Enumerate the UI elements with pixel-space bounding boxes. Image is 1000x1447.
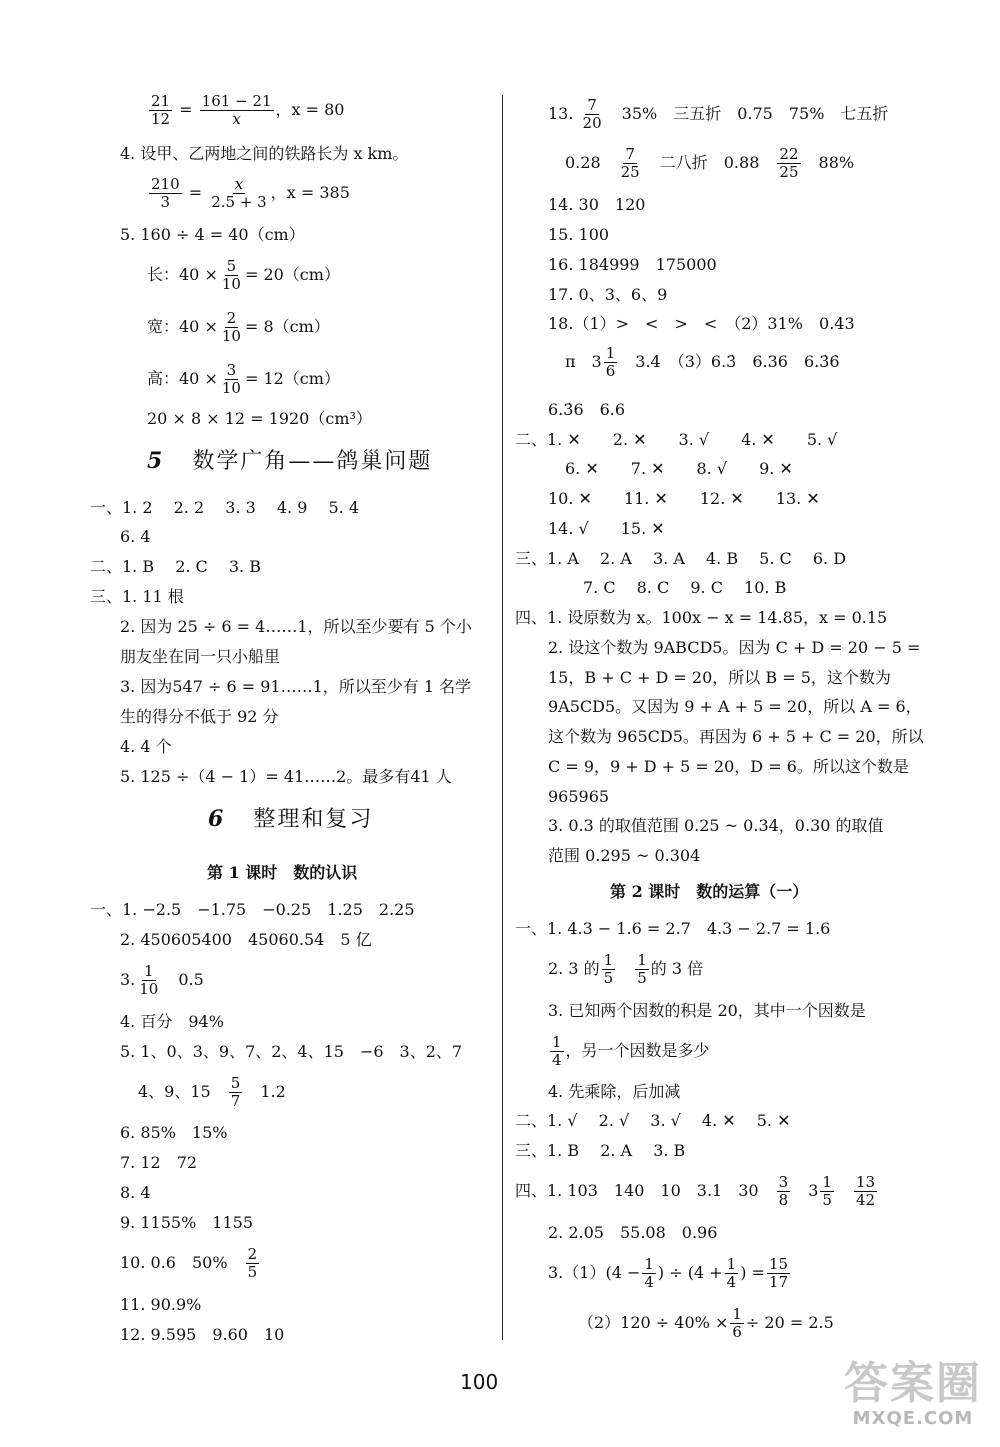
answer-line: （2）120 ÷ 40% × $\frac{1}{6}$ ÷ 20 = 2.5 bbox=[578, 1305, 834, 1341]
answer-line: 4、9、15 $\frac{5}{7}$ 1.2 bbox=[138, 1074, 286, 1110]
answer-line: 15. 100 bbox=[548, 225, 610, 244]
answer-line: 4. 先乘除，后加减 bbox=[548, 1082, 681, 1101]
answer-line: 5. 160 ÷ 4 = 40（cm） bbox=[120, 225, 305, 244]
answer-line: C = 9，9 + D + 5 = 20，D = 6。所以这个数是 bbox=[548, 757, 909, 776]
fraction: $\frac{13}{42}$ bbox=[855, 1173, 876, 1209]
fraction: $\frac{2}{5}$ bbox=[247, 1245, 258, 1281]
answer-line: 二、1. ✕ 2. ✕ 3. √ 4. ✕ 5. √ bbox=[515, 430, 838, 449]
answer-line: 3. 已知两个因数的积是 20，其中一个因数是 bbox=[548, 1001, 866, 1020]
eq-ratio-2: $\frac{210}{3}$ = $\frac{x}{2.5 + 3}$ ，x = 385 bbox=[151, 175, 350, 211]
answer-line: 四、1. 设原数为 x。100x − x = 14.85，x = 0.15 bbox=[515, 608, 888, 627]
answer-line: 朋友坐在同一只小船里 bbox=[120, 647, 281, 666]
answer-line: 8. 4 bbox=[120, 1183, 151, 1202]
fraction: $\frac{1}{4}$ bbox=[726, 1255, 737, 1291]
fraction: $\frac{1}{4}$ bbox=[552, 1033, 562, 1069]
answer-line: 9. 1155% 1155 bbox=[120, 1213, 253, 1232]
answer-line: 一、1. 4.3 − 1.6 = 2.7 4.3 − 2.7 = 1.6 bbox=[515, 919, 831, 938]
watermark-logo: 答案圈 MXQE.COM bbox=[844, 1358, 982, 1429]
answer-line: 这个数为 965CD5。再因为 6 + 5 + C = 20，所以 bbox=[548, 727, 924, 746]
fraction: $\frac{2}{10}$ bbox=[221, 309, 241, 345]
section-title-6: 6 整理和复习 bbox=[208, 806, 374, 832]
answer-line: 三、1. B 2. A 3. B bbox=[515, 1141, 686, 1160]
answer-line: 10. 0.6 50% $\frac{2}{5}$ bbox=[120, 1245, 258, 1281]
fraction: $\frac{161 - 21}{x}$ bbox=[201, 92, 272, 128]
answer-line: 6. ✕ 7. ✕ 8. √ 9. ✕ bbox=[565, 459, 793, 478]
answer-line: 4. 4 个 bbox=[120, 737, 172, 756]
answer-line: 20 × 8 × 12 = 1920（cm³） bbox=[147, 409, 372, 428]
lesson-title: 第 2 课时 数的运算（一） bbox=[610, 882, 809, 901]
eq-ratio-1: $\frac{21}{12}$ = $\frac{161 - 21}{x}$ ，x = 80 bbox=[151, 92, 345, 128]
answer-line: 长：40 × $\frac{5}{10}$ = 20（cm） bbox=[147, 257, 340, 293]
answer-line: 范围 0.295 ~ 0.304 bbox=[548, 846, 701, 865]
answer-line: 一、1. 2 2. 2 3. 3 4. 9 5. 4 bbox=[90, 498, 360, 517]
answer-line: 17. 0、3、6、9 bbox=[548, 285, 668, 304]
fraction: $\frac{5}{10}$ bbox=[221, 257, 241, 293]
answer-line: 一、1. −2.5 −1.75 −0.25 1.25 2.25 bbox=[90, 900, 415, 919]
page-number: 100 bbox=[460, 1370, 499, 1394]
fraction: $\frac{1}{10}$ bbox=[139, 962, 159, 998]
answer-line: 13. $\frac{7}{20}$ 35% 三五折 0.75 75% 七五折 bbox=[548, 96, 889, 132]
fraction: $\frac{3}{10}$ bbox=[221, 361, 241, 397]
fraction: $\frac{7}{20}$ bbox=[582, 96, 602, 132]
answer-line: 3.（1）(4 − $\frac{1}{4}$ ) ÷ (4 + $\frac{1}{4}$ ) = $\frac{15}{17}$ bbox=[548, 1255, 789, 1291]
answer-line: 5. 125 ÷（4 − 1）= 41……2。最多有41 人 bbox=[120, 767, 452, 786]
answer-line: 宽：40 × $\frac{2}{10}$ = 8（cm） bbox=[147, 309, 330, 345]
answer-line: 965965 bbox=[548, 787, 610, 806]
fraction: $\frac{210}{3}$ bbox=[151, 175, 180, 211]
column-divider bbox=[502, 95, 503, 1340]
answer-line: 2. 设这个数为 9ABCD5。因为 C + D = 20 − 5 = bbox=[548, 638, 921, 657]
answer-line: 6.3̇6 6.6 bbox=[548, 400, 626, 419]
fraction: $\frac{x}{2.5 + 3}$ bbox=[211, 175, 267, 211]
answer-line: 三、1. A 2. A 3. A 4. B 5. C 6. D bbox=[515, 549, 847, 568]
fraction: $\frac{5}{7}$ bbox=[230, 1074, 241, 1110]
answer-line: 7. 12 72 bbox=[120, 1153, 198, 1172]
answer-line: 15，B + C + D = 20，所以 B = 5，这个数为 bbox=[548, 668, 891, 687]
fraction: $\frac{22}{25}$ bbox=[779, 145, 799, 181]
answer-line: 2. 因为 25 ÷ 6 = 4……1，所以至少要有 5 个小 bbox=[120, 617, 472, 636]
answer-line: 12. 9.595 9.60 10 bbox=[120, 1325, 285, 1344]
answer-line: 二、1. B 2. C 3. B bbox=[90, 557, 261, 576]
fraction: $\frac{1}{5}$ bbox=[637, 951, 647, 987]
answer-line: 3. 因为547 ÷ 6 = 91……1，所以至少有 1 名学 bbox=[120, 677, 472, 696]
fraction: $\frac{1}{5}$ bbox=[603, 951, 614, 987]
fraction: $\frac{15}{17}$ bbox=[768, 1255, 789, 1291]
answer-line: 14. 30 120 bbox=[548, 195, 646, 214]
fraction: $\frac{1}{6}$ bbox=[732, 1305, 742, 1341]
answer-line: 3. 0.3 的取值范围 0.25 ~ 0.34，0.30 的取值 bbox=[548, 816, 884, 835]
answer-line: 二、1. √ 2. √ 3. √ 4. ✕ 5. ✕ bbox=[515, 1111, 791, 1130]
answer-line: 18.（1）> < > < （2）31% 0.43 bbox=[548, 314, 855, 333]
answer-line: 0.28 $\frac{7}{25}$ 二八折 0.88 $\frac{22}{25}$ 88% bbox=[565, 145, 855, 181]
answer-line: 2. 450605400 45060.54 5 亿 bbox=[120, 930, 372, 949]
answer-line: π 3 $\frac{1}{6}$ 3.4̇ （3）6.3̇ 6.36 6.3̇6̇ bbox=[565, 344, 840, 380]
fraction: $\frac{3}{8}$ bbox=[778, 1173, 789, 1209]
answer-line: 生的得分不低于 92 分 bbox=[120, 707, 279, 726]
answer-line: 6. 85% 15% bbox=[120, 1123, 228, 1142]
answer-line: 2. 3 的 $\frac{1}{5}$ $\frac{1}{5}$ 的 3 倍 bbox=[548, 951, 704, 987]
answer-line: 4. 百分 94% bbox=[120, 1012, 224, 1031]
answer-line: $\frac{1}{4}$ ，另一个因数是多少 bbox=[552, 1033, 710, 1069]
fraction: $\frac{1}{4}$ bbox=[644, 1255, 654, 1291]
answer-line: 7. C 8. C 9. C 10. B bbox=[583, 578, 787, 597]
section-title-5: 5 数学广角——鸽巢问题 bbox=[147, 448, 433, 474]
answer-line: 2. 2.05 55.08 0.96 bbox=[548, 1223, 718, 1242]
fraction: $\frac{21}{12}$ bbox=[151, 92, 171, 128]
fraction: $\frac{7}{25}$ bbox=[620, 145, 640, 181]
answer-line: 6. 4 bbox=[120, 527, 151, 546]
answer-line: 11. 90.9% bbox=[120, 1295, 202, 1314]
answer-line: 9A5CD5。又因为 9 + A + 5 = 20，所以 A = 6， bbox=[548, 697, 922, 716]
answer-line: 5. 1、0、3、9、7、2、4、15 −6 3、2、7 bbox=[120, 1042, 463, 1061]
fraction: $\frac{1}{5}$ bbox=[822, 1173, 832, 1209]
lesson-title: 第 1 课时 数的认识 bbox=[207, 863, 358, 882]
answer-line: 高：40 × $\frac{3}{10}$ = 12（cm） bbox=[147, 361, 340, 397]
answer-line: 16. 184999 175000 bbox=[548, 255, 717, 274]
answer-line: 10. ✕ 11. ✕ 12. ✕ 13. ✕ bbox=[548, 489, 820, 508]
fraction: $\frac{1}{6}$ bbox=[605, 344, 616, 380]
answer-line: 四、1. 103 140 10 3.1 30 $\frac{3}{8}$ 3 $\frac{1}{5}$ $\frac{13}{42}$ bbox=[515, 1173, 876, 1209]
answer-line: 3. $\frac{1}{10}$ 0.5 bbox=[120, 962, 204, 998]
answer-line: 14. √ 15. ✕ bbox=[548, 519, 665, 538]
answer-line: 三、1. 11 根 bbox=[90, 587, 184, 606]
answer-line: 4. 设甲、乙两地之间的铁路长为 x km。 bbox=[120, 144, 409, 163]
